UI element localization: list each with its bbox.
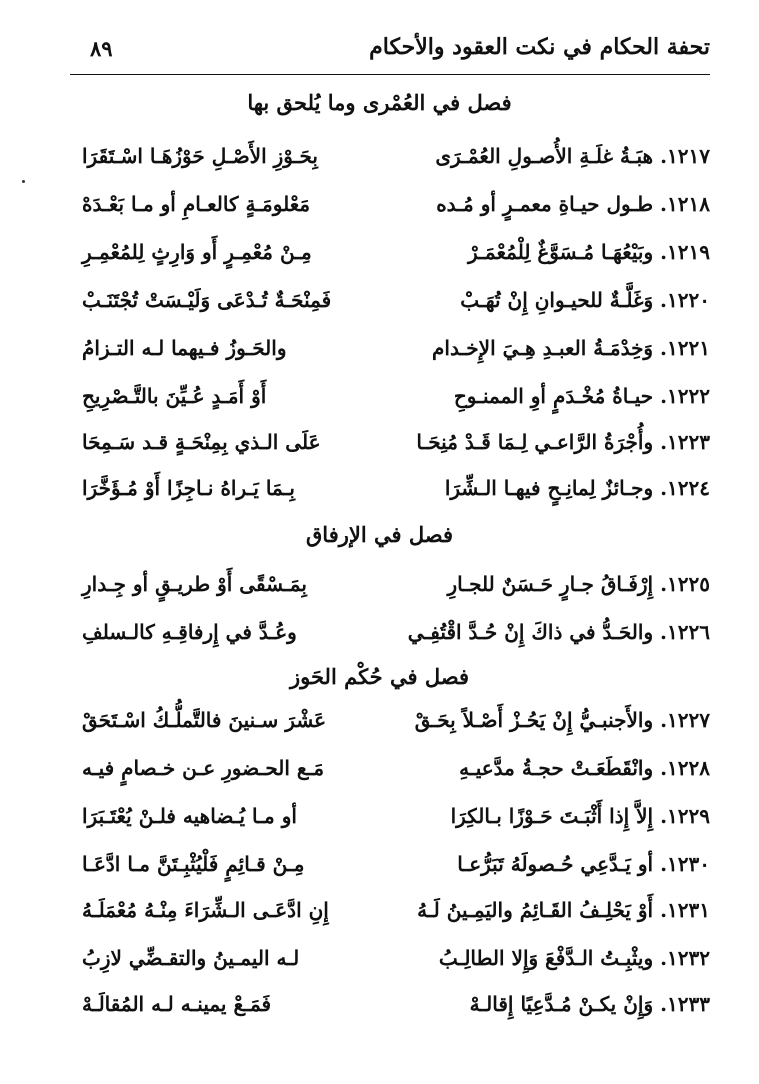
verse-first-hemistich: ١٢٣٣. وَإِنْ يكـنْ مُـدَّعِيًا إِقالـهْ: [469, 992, 710, 1016]
verse-1233: [70, 984, 710, 1024]
verse-first-hemistich: ١٢٢٧. والأَجنبـيُّ إِنْ يَحُـزْ أَصْـلاً بِحَـقْ: [414, 708, 710, 732]
verse-first-hemistich: ١٢٢٩. إِلاَّ إِذا أَثْبَـتَ حَـوْزًا بـالكِرَا: [450, 804, 710, 828]
verse-first-hemistich: ١٢٢٥. إِرْفَـاقُ جـارٍ حَـسَنٌ للجـارِ: [447, 572, 710, 596]
verse-first-hemistich: ١٢٢١. وَخِدْمَـةُ العبـدِ هِـيَ الإِخـدام: [432, 336, 710, 360]
verse-1232: [70, 938, 710, 978]
verse-1220: [70, 280, 710, 320]
verse-1223: [70, 422, 710, 462]
verse-second-hemistich: عَشْرَ سـنينَ فالتَّملُّـكُ اسْـتَحَقْ: [82, 708, 327, 732]
section-heading-hawz: فصل في حُكْم الحَوز: [290, 664, 469, 689]
verse-first-hemistich: ١٢٢٤. وجـائزٌ لِمانِـحٍ فيهـا الـشِّرَا: [444, 476, 710, 500]
verse-1229: [70, 796, 710, 836]
verse-second-hemistich: مَـع الحـضورِ عـن خـصامٍ فيـه: [82, 756, 325, 780]
verse-second-hemistich: مِـنْ قـائِمٍ فَلْيُثْبِـتَنَّ مـا ادَّعَـا: [82, 852, 305, 876]
verse-1218: [70, 184, 710, 224]
verse-first-hemistich: ١٢٢٠. وَغَلَّـةٌ للحيـوانِ إِنْ تُهَـبْ: [460, 288, 710, 312]
verse-1227: [70, 700, 710, 740]
verse-second-hemistich: مِـنْ مُعْمِـرٍ أَو وَارِثٍ لِلمُعْمِـرِ: [82, 240, 312, 264]
verse-first-hemistich: ١٢٢٦. والحَـدُّ في ذاكَ إِنْ حُـدَّ اقْتُفِـي: [407, 620, 710, 644]
section-heading-irfaq: فصل في الإرفاق: [306, 522, 453, 547]
verse-second-hemistich: مَعْلومَـةٍ كالعـامِ أو مـا بَعْـدَهْ: [82, 192, 311, 216]
verse-1221: [70, 328, 710, 368]
verse-second-hemistich: والحَـوزُ فـيهما لـه التـزامُ: [82, 336, 287, 360]
verse-first-hemistich: ١٢٢٢. حيـاةُ مُخْـدَمٍ أوِ الممنـوحِ: [453, 384, 710, 408]
verse-1217: [70, 136, 710, 176]
page-header: [70, 30, 710, 76]
verse-second-hemistich: فَمَـعْ يمينـه لـه المُقالَـهْ: [82, 992, 272, 1016]
verse-second-hemistich: بِحَـوْزِ الأَصْـلِ حَوْزُهَـا اسْـتَقَرَا: [82, 144, 318, 168]
verse-1224: [70, 468, 710, 508]
verse-first-hemistich: ١٢٣٠. أو يَـدَّعِي حُـصولَهُ تَبَرُّعـا: [457, 852, 710, 876]
verse-1231: [70, 890, 710, 930]
verse-1225: [70, 564, 710, 604]
verse-first-hemistich: ١٢٢٣. وأُجْرَةُ الرَّاعـي لِـمَا قَـدْ مُنِحَـا: [416, 430, 710, 454]
verse-first-hemistich: ١٢١٧. هبَـةُ غلَـةِ الأُصـولِ العُمْـرَى: [435, 144, 710, 168]
verse-first-hemistich: ١٢١٩. وبَيْعُهَـا مُـسَوَّغٌ لِلْمُعْمَـرْ: [468, 240, 710, 264]
verse-1228: [70, 748, 710, 788]
verse-second-hemistich: بِـمَا يَـراهُ نـاجِزًا أَوْ مُـؤَخَّرَا: [82, 476, 295, 500]
verse-1230: [70, 844, 710, 884]
section-heading-umra: فصل في العُمْرى وما يُلحق بها: [247, 90, 512, 115]
verse-second-hemistich: أو مـا يُـضاهيه فلـنْ يُعْتَـبَرَا: [82, 804, 297, 828]
book-title: تحفة الحكام في نكت العقود والأحكام: [369, 34, 710, 60]
verse-first-hemistich: ١٢١٨. طـول حيـاةِ معمـرٍ أو مُـده: [436, 192, 710, 216]
header-divider: [70, 74, 710, 75]
verse-second-hemistich: أَوْ أَمَـدٍ عُـيِّنَ بالتَّـصْرِيحِ: [82, 384, 267, 408]
verse-second-hemistich: بِمَـسْقًى أَوْ طريـقٍ أو جِـدارِ: [82, 572, 307, 596]
verse-first-hemistich: ١٢٣٢. ويثْبِـتُ الـدَّفْعَ وَإِلا الطالِـبُ: [438, 946, 710, 970]
verse-second-hemistich: لـه اليمـينُ والتقـضِّي لازِبُ: [82, 946, 300, 970]
verse-first-hemistich: ١٢٢٨. وانْقَطَعَـتْ حجـةُ مدَّعيـهِ: [459, 756, 710, 780]
page-number: ٨٩: [90, 36, 113, 61]
verse-first-hemistich: ١٢٣١. أَوْ يَحْلِـفُ القَـائِمُ واليَمِـينُ لَـهُ: [417, 898, 710, 922]
verse-second-hemistich: إِنِ ادَّعَـى الـشِّرَاءَ مِنْـهُ مُعْمَلَـهُ: [82, 898, 329, 922]
verse-1219: [70, 232, 710, 272]
verse-second-hemistich: وعُـدَّ في إِرفاقِـهِ كالـسلفِ: [82, 620, 297, 644]
margin-mark: [22, 180, 25, 183]
verse-second-hemistich: فَمِنْحَـةٌ تُـدْعَى وَلَيْـسَتْ تُجْتَنَـبْ: [82, 288, 332, 312]
verse-1222: [70, 376, 710, 416]
verse-1226: [70, 612, 710, 652]
verse-second-hemistich: عَلَى الـذي بِمِنْحَـةٍ قـد سَـمِحَا: [82, 430, 321, 454]
